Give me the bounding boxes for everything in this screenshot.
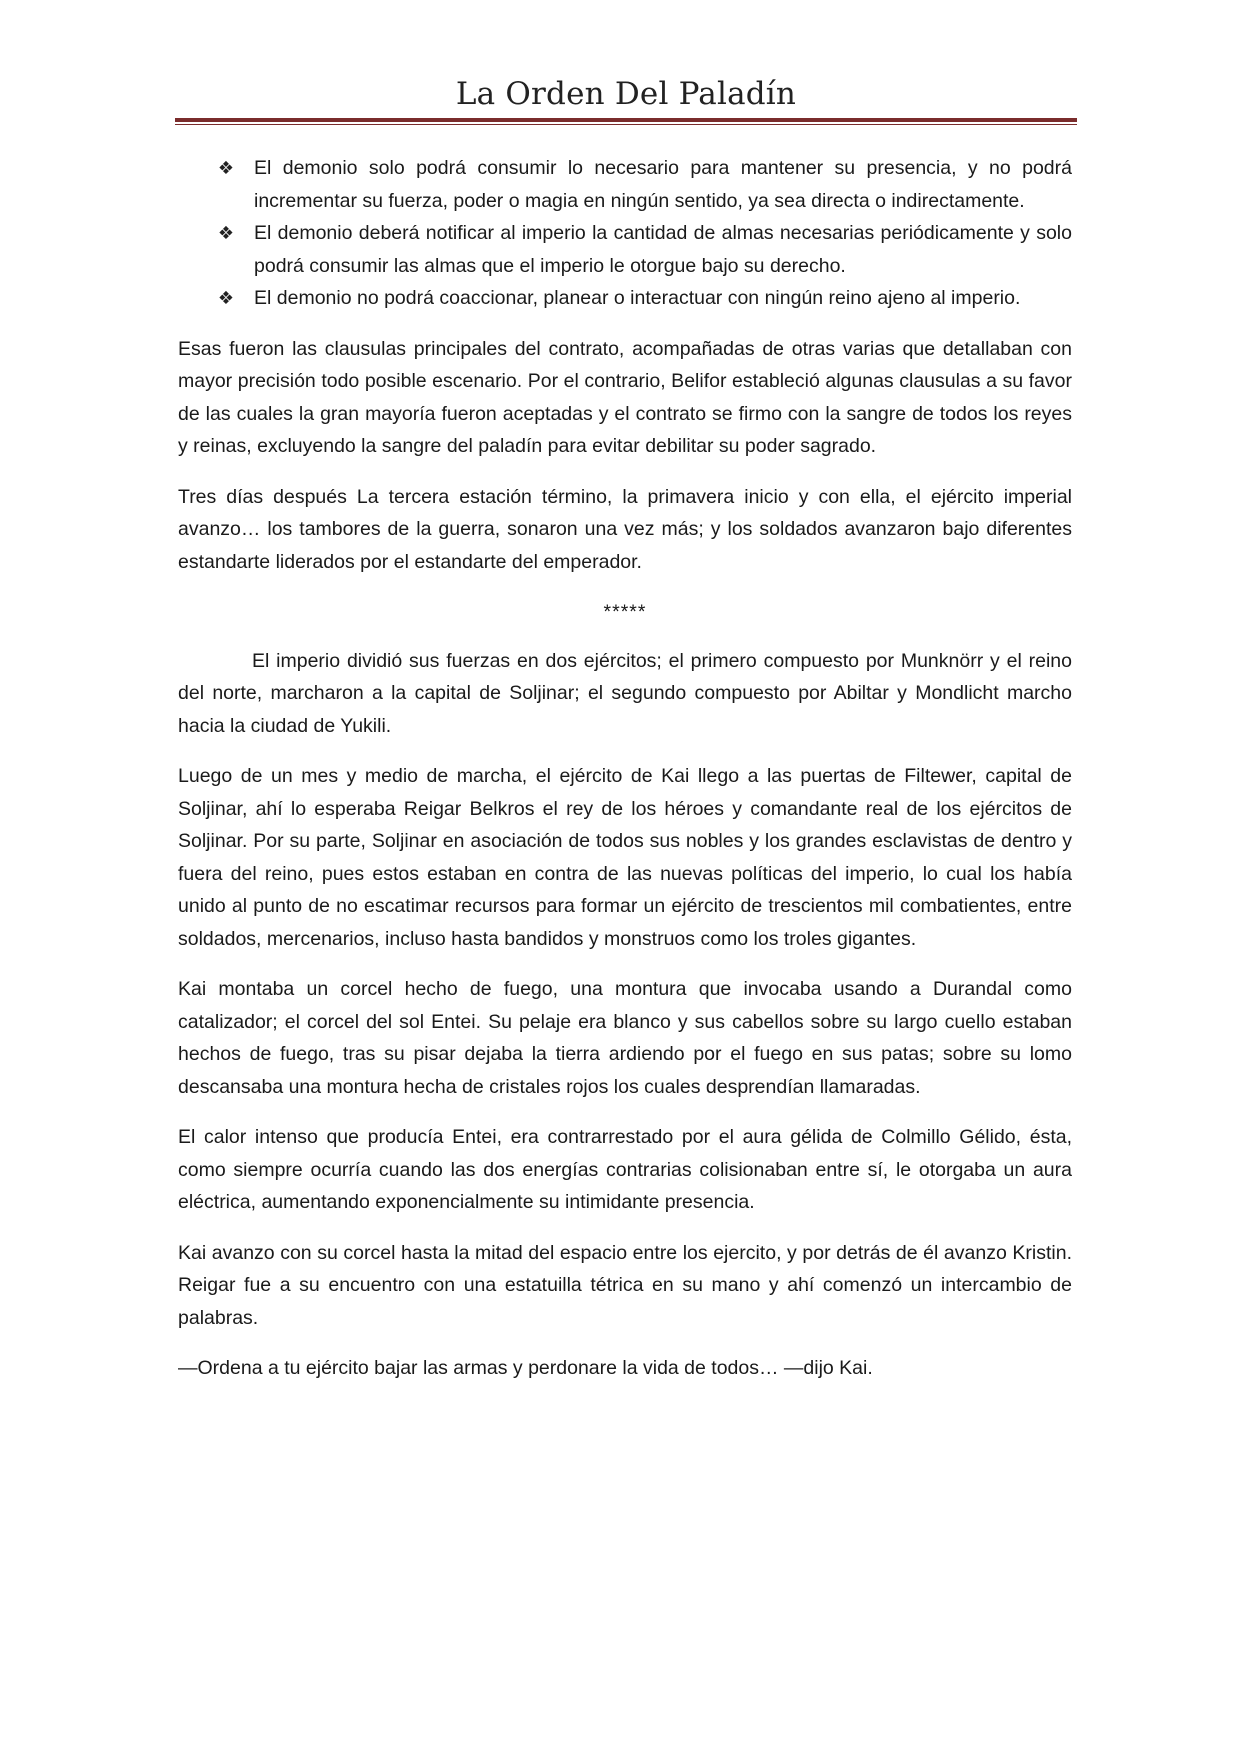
paragraph: Luego de un mes y medio de marcha, el ejército de Kai llego a las puertas de Filtewer, capital de Soljinar, ahí lo esperaba Reigar Belkros el rey de los héroes y comandante real de los ejércitos de Soljinar. Por su parte, Soljinar en asociación de todos sus nobles y los grandes esclavistas de dentro y fuera del reino, pues estos estaban en contra de las nuevas políticas del imperio, lo cual los había unido al punto de no escatimar recursos para formar un ejército de trescientos mil combatientes, entre soldados, mercenarios, incluso hasta bandidos y monstruos como los troles gigantes. [178,765,1072,950]
section-separator: ***** [603,601,647,623]
paragraph: Tres días después La tercera estación término, la primavera inicio y con ella, el ejército imperial avanzo… los tambores de la guerra, sonaron una vez más; y los soldados avanzaron bajo diferentes estandarte liderados por el estandarte del emperador. [178,485,1072,573]
paragraph: El imperio dividió sus fuerzas en dos ejércitos; el primero compuesto por Munknörr y el reino del norte, marcharon a la capital de Soljinar; el segundo compuesto por Abiltar y Mondlicht marcho hacia la ciudad de Yukili. [178,649,1072,737]
diamond-bullet-icon: ❖ [217,157,235,178]
header-rule-thick [175,118,1077,122]
diamond-bullet-icon: ❖ [217,222,235,243]
list-item-text: El demonio deberá notificar al imperio la cantidad de almas necesarias periódicamente y solo podrá consumir las almas que el imperio le otorgue bajo su derecho. [254,222,1072,277]
bullet-list [178,152,1072,315]
page-header [175,72,1077,116]
paragraph: Kai montaba un corcel hecho de fuego, una montura que invocaba usando a Durandal como catalizador; el corcel del sol Entei. Su pelaje era blanco y sus cabellos sobre su largo cuello estaban hechos de fuego, tras su pisar dejaba la tierra ardiendo por el fuego en sus patas; sobre su lomo descansaba una montura hecha de cristales rojos los cuales desprendían llamaradas. [178,978,1072,1098]
page-content [178,152,1072,1403]
header-rule-thin [175,124,1077,125]
paragraph: Esas fueron las clausulas principales del contrato, acompañadas de otras varias que detallaban con mayor precisión todo posible escenario. Por el contrario, Belifor estableció algunas clausulas a su favor de las cuales la gran mayoría fueron aceptadas y el contrato se firmo con la sangre de todos los reyes y reinas, excluyendo la sangre del paladín para evitar debilitar su poder sagrado. [178,337,1072,457]
header-title: La Orden Del Paladín [455,76,797,112]
paragraph: El calor intenso que producía Entei, era contrarrestado por el aura gélida de Colmillo Gélido, ésta, como siempre ocurría cuando las dos energías contrarias colisionaban entre sí, le otorgaba un aura eléctrica, aumentando exponencialmente su intimidante presencia. [178,1126,1072,1213]
paragraph: Kai avanzo con su corcel hasta la mitad del espacio entre los ejercito, y por detrás de él avanzo Kristin. Reigar fue a su encuentro con una estatuilla tétrica en su mano y ahí comenzó un intercambio de palabras. [178,1241,1072,1329]
list-item-text: El demonio no podrá coaccionar, planear o interactuar con ningún reino ajeno al imperio. [254,287,1021,309]
list-item [178,217,1072,282]
paragraph: —Ordena a tu ejército bajar las armas y perdonare la vida de todos… —dijo Kai. [178,1357,873,1379]
list-item [178,282,1072,315]
diamond-bullet-icon: ❖ [217,287,235,308]
list-item-text: El demonio solo podrá consumir lo necesario para mantener su presencia, y no podrá incrementar su fuerza, poder o magia en ningún sentido, ya sea directa o indirectamente. [254,157,1072,212]
list-item [178,152,1072,217]
